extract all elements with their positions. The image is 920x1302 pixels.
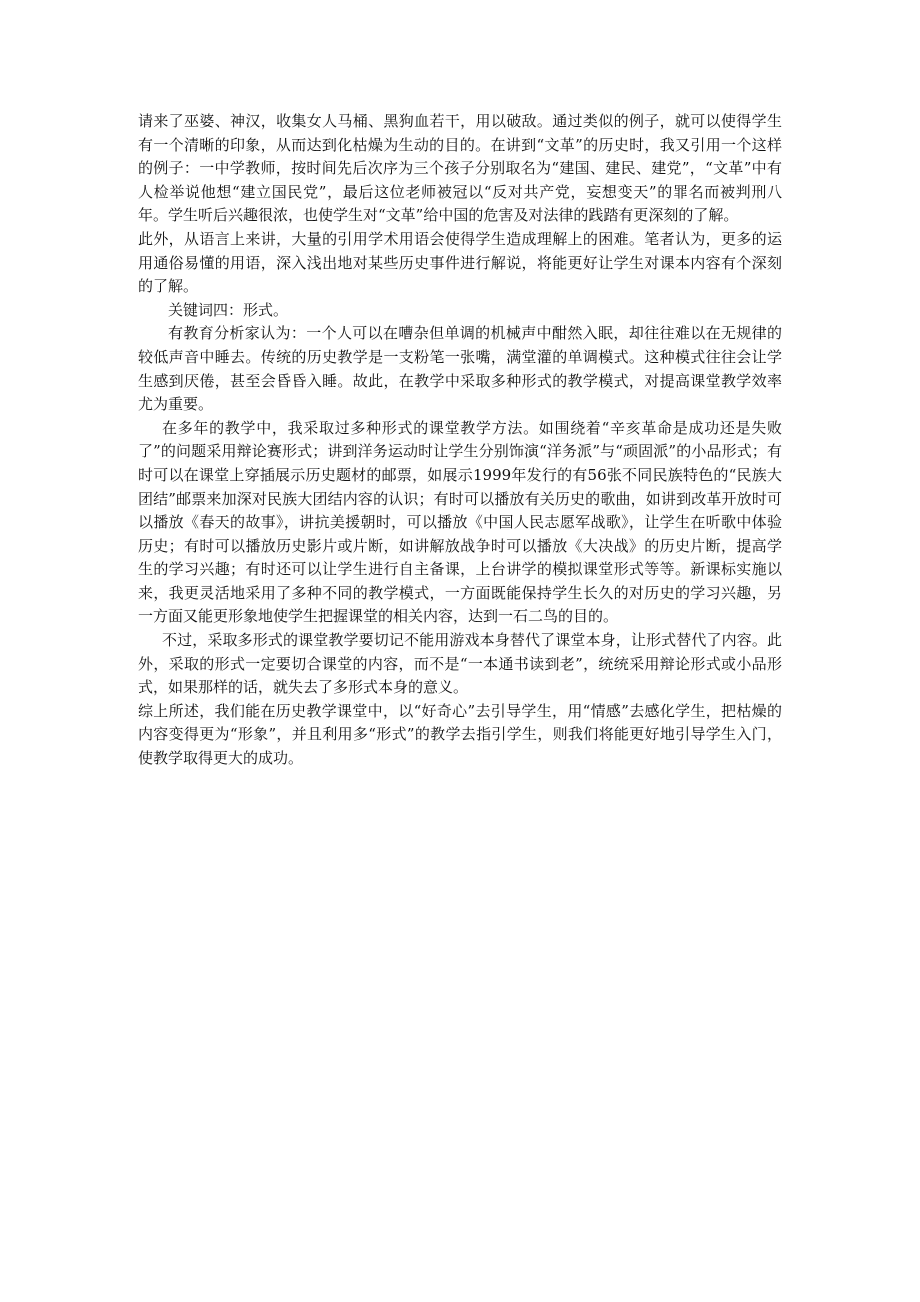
- paragraph-education-analyst: 有教育分析家认为：一个人可以在嘈杂但单调的机械声中酣然入眠，却往往难以在无规律的较低声音中睡去。传统的历史教学是一支粉笔一张嘴，满堂灌的单调模式。这种模式往往会让学生感到厌倦，甚至会昏昏入睡。故此，在教学中采取多种形式的教学模式，对提高课堂教学效率尤为重要。: [138, 324, 782, 414]
- paragraph-conclusion: 综上所述，我们能在历史教学课堂中，以“好奇心”去引导学生，用“情感”去感化学生，把枯燥的内容变得更为“形象”，并且利用多“形式”的教学去指引学生，则我们将能更好地引导学生入门，使教学取得更大的成功。: [138, 701, 782, 768]
- document-page: [138, 110, 782, 771]
- section-heading-keyword-four: 关键词四：形式。: [168, 300, 289, 319]
- paragraph-caution: 不过，采取多形式的课堂教学要切记不能用游戏本身替代了课堂本身，让形式替代了内容。此外，采取的形式一定要切合课堂的内容，而不是“一本通书读到老”，统统采用辩论形式或小品形式，如果那样的话，就失去了多形式本身的意义。: [138, 631, 782, 697]
- paragraph-teaching-methods: 在多年的教学中，我采取过多种形式的课堂教学方法。如围绕着“辛亥革命是成功还是失败了”的问题采用辩论赛形式；讲到洋务运动时让学生分别饰演“洋务派”与“顽固派”的小品形式；有时可以在课堂上穿插展示历史题材的邮票，如展示1999年发行的有56张不同民族特色的“民族大团结”邮票来加深对民族大团结内容的认识；有时可以播放有关历史的歌曲，如讲到改革开放时可以播放《春天的故事》，讲抗美援朝时，可以播放《中国人民志愿军战歌》，让学生在听歌中体验历史；有时可以播放历史影片或片断，如讲解放战争时可以播放《大决战》的历史片断，提高学生的学习兴趣；有时还可以让学生进行自主备课，上台讲学的模拟课堂形式等等。新课标实施以来，我更灵活地采用了多种不同的教学模式，一方面既能保持学生长久的对历史的学习兴趣，另一方面又能更形象地使学生把握课堂的相关内容，达到一石二鸟的目的。: [138, 418, 782, 626]
- paragraph-witch-example: 请来了巫婆、神汉，收集女人马桶、黑狗血若干，用以破敌。通过类似的例子，就可以使得学生有一个清晰的印象，从而达到化枯燥为生动的目的。在讲到“文革”的历史时，我又引用一个这样的例子：一中学教师，按时间先后次序为三个孩子分别取名为“建国、建民、建党”，“文革”中有人检举说他想“建立国民党”，最后这位老师被冠以“反对共产党，妄想变天”的罪名而被判刑八年。学生听后兴趣很浓，也使学生对“文革”给中国的危害及对法律的践踏有更深刻的了解。: [138, 112, 782, 225]
- paragraph-language: 此外，从语言上来讲，大量的引用学术用语会使得学生造成理解上的困难。笔者认为，更多的运用通俗易懂的用语，深入浅出地对某些历史事件进行解说，将能更好让学生对课本内容有个深刻的了解。: [138, 229, 782, 296]
